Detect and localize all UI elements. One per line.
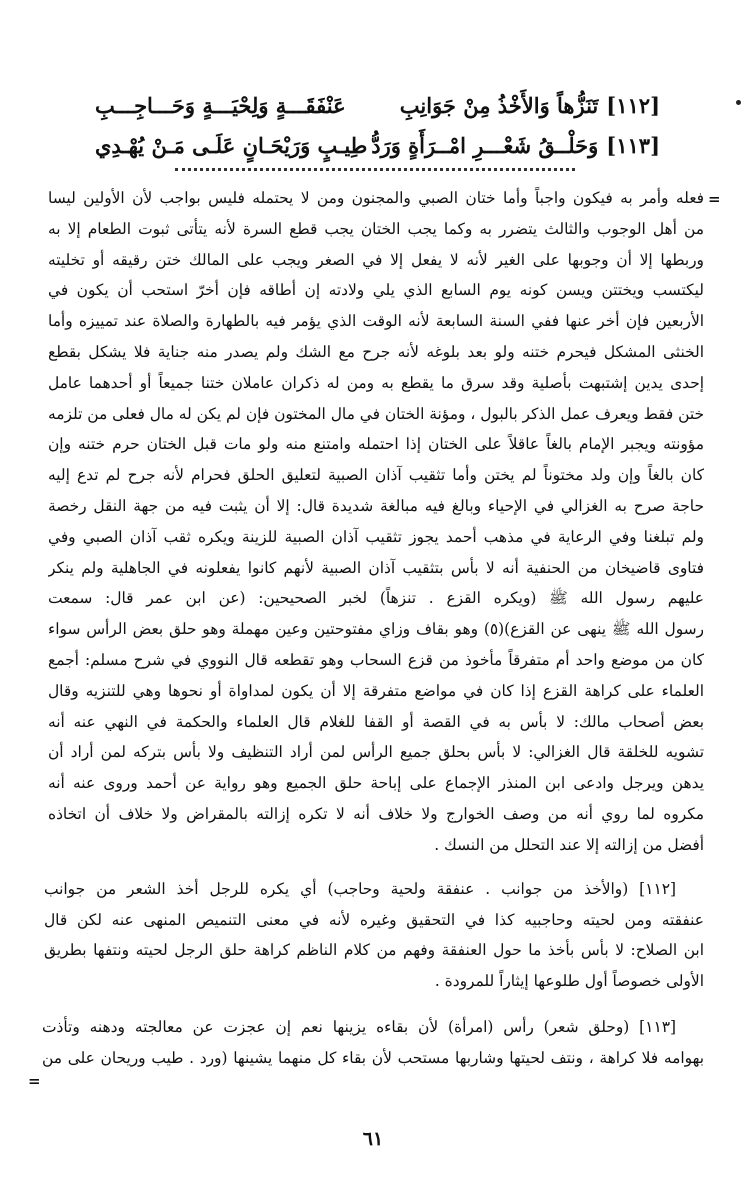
commentary-line: يدهن ويرجل وادعى ابن المنذر الإجماع على إباحة حلق الجميع وهو رواية عن أحمد وروى عنه أنه bbox=[48, 774, 704, 793]
commentary-line: كان بالغاً وإن ولد مختوناً لم يختن وأما تثقيب آذان الصبية لتعليق الحلق فحرام لأنه جرح لم تدع إليه bbox=[48, 466, 704, 485]
verse-second-half: طِيـبٍ وَرَيْحَـانٍ عَلَـى مَـنْ يُهْـدِي bbox=[95, 132, 368, 158]
verse-first-half: تَنَزُّهاً وَالأَخْذُ مِنْ جَوَانِبِ bbox=[399, 92, 599, 118]
continuation-marker-start: = bbox=[708, 190, 721, 208]
verse-right-hemistich bbox=[371, 133, 660, 158]
commentary-line: مؤونته ويجبر الإمام بالغاً عاقلاً على الختان إذا احتمله وامتنع منه ولو مات قبل الختان حرم ختنه وإن bbox=[48, 435, 704, 454]
note-112-line: عنفقته ومن لحيته وحاجبيه كذا في التحقيق وغيره لأنه في معنى التنميص المنهى عنه لكن قال bbox=[44, 910, 704, 929]
poem-verse-113 bbox=[95, 128, 660, 162]
commentary-line: تشويه للخلقة قال الغزالي: لا بأس بحلق جميع الرأس لمن أراد التنظيف ولا بأس بتركه لمن أراد أن bbox=[48, 743, 704, 762]
note-113-line: [١١٣] (وحلق شعر) رأس (امرأة) لأن بقاءه يزينها نعم إن عجزت عن معالجته ودهنه وتأذت bbox=[42, 1018, 676, 1036]
margin-dot bbox=[736, 100, 741, 105]
note-112-line: [١١٢] (والأخذ من جوانب . عنفقة ولحية وحاجب) أي يكره للرجل أخذ الشعر من جوانب bbox=[44, 880, 676, 898]
commentary-line: الخنثى المشكل فيحرم ختنه ولو بعد بلوغه لأنه جرح مع الشك ولم يصدر منه جناية فلا يشكل بقطع bbox=[48, 343, 704, 361]
commentary-line: من أهل الوجوب والثالث يتضرر به وكما يجب الختان يجب قطع السرة لأنه يتأتى ثبوت الطعام إلا به bbox=[48, 219, 704, 238]
page-number: ٦١ bbox=[362, 1128, 384, 1150]
commentary-line: مكروه لما روي أنه من وصف الخوارج ولا خلاف أنه لا تكره إزالته بالمقراض ولا خلاف أن اتخاذه bbox=[48, 805, 704, 823]
verse-number: [١١٢] bbox=[606, 92, 660, 118]
commentary-line: حاجة صرح به الغزالي في الإحياء وبالغ فيه مبالغة شديدة قال: إلا أن يثبت فيه من جهة النقل رخصة bbox=[48, 497, 704, 515]
note-113-line: بهوامه فلا كراهة ، ونتف لحيتها وشاربها مستحب لأن بقاء كل منهما يشينها (ورد . طيب وريحان على من bbox=[42, 1049, 704, 1067]
continuation-marker-end: = bbox=[28, 1072, 41, 1090]
verse-second-half: عَنْفَقَـــةٍ وَلِحْيَـــةٍ وَحَـــاجِـــبِ bbox=[95, 92, 346, 118]
commentary-line: الأربعين فإن أخر عنها ففي السنة السابعة لأنه الوقت الذي يؤمر فيه بالطهارة والصلاة عند تمييزه وأما bbox=[48, 312, 704, 331]
verse-right-hemistich bbox=[400, 93, 660, 118]
dotted-separator bbox=[175, 168, 575, 171]
commentary-line: أفضل من إزالته إلا عند التحلل من النسك . bbox=[434, 835, 704, 854]
verse-first-half: وَحَلْــقُ شَعْـــرِ امْــرَأَةٍ وَرَدُّ bbox=[371, 132, 599, 158]
commentary-line: بعض أصحاب مالك: لا بأس به في القصة أو القفا للغلام قال العلماء والحكمة في النهي عنه أنه bbox=[48, 712, 704, 731]
commentary-line: فتاوى قاضيخان من الحنفية أنه لا بأس بتثقيب آذان الصبية لأنهم كانوا يفعلونه في الجاهلية ولم ينكر bbox=[48, 558, 704, 577]
commentary-line: وربطها إلا أن وجوبها على الغير لأنه لا يفعل إلا في الصغر ويجب على المالك ختن رقيقه أو تخليته bbox=[48, 250, 704, 269]
commentary-line: ختن فقط ويعرف عمل الذكر بالبول ، ومؤنة الختان في مال المختون فإن لم يكن له مال فعلى من تلزمه bbox=[48, 404, 704, 423]
note-112-line: الأولى خصوصاً أول طلوعها إيثاراً للمرودة . bbox=[434, 971, 704, 990]
note-112-line: ابن الصلاح: لا بأس بأخذ ما حول العنفقة وفهم من كلام الناظم كراهة حلق الرجل لحيته ونتفها بطريق bbox=[44, 941, 704, 959]
commentary-line: رسول الله ﷺ ينهى عن القزع)(٥) وهو بقاف وزاي مفتوحتين وعين مهملة وهو حلق بعض الرأس سواء bbox=[48, 620, 704, 639]
verse-number: [١١٣] bbox=[606, 132, 660, 158]
commentary-line: العلماء على كراهة القزع إذا كان في مواضع متفرقة إلا أن يكون لمداواة أو نحوها وهي للتنزيه وقال bbox=[48, 681, 704, 700]
commentary-line: إحدى يدين إشتبهت بأصلية وقد سرق ما يقطع به ومن له ذكران عاملان ختنا جميعاً أو أحدهما عامل bbox=[48, 373, 704, 392]
commentary-line: ولم تبلغنا وفي الرعاية في مذهب أحمد يجوز تثقيب آذان الصبية للزينة ويكره ثقب آذان الصبي وفي bbox=[48, 527, 704, 546]
commentary-line: عليهم رسول الله ﷺ (ويكره القزع . تنزهاً) لخبر الصحيحين: (عن ابن عمر قال: سمعت bbox=[48, 589, 704, 608]
commentary-line: كان من موضع واحد أم متفرقاً مأخوذ من قزع السحاب وهو تقطعه قال النووي في شرح مسلم: أجمع bbox=[48, 651, 704, 669]
poem-verse-112 bbox=[95, 88, 660, 122]
commentary-line: ليكتسب ويختتن ويسن كونه يوم السابع الذي يلي ولادته إن أطاقه فإن أخرّ استحب أن يكون في bbox=[48, 281, 704, 300]
commentary-line: فعله وأمر به فيكون واجباً وأما ختان الصبي والمجنون ومن لا يحتمله فليس بواجب لأن الأولين ليسا bbox=[48, 189, 704, 207]
